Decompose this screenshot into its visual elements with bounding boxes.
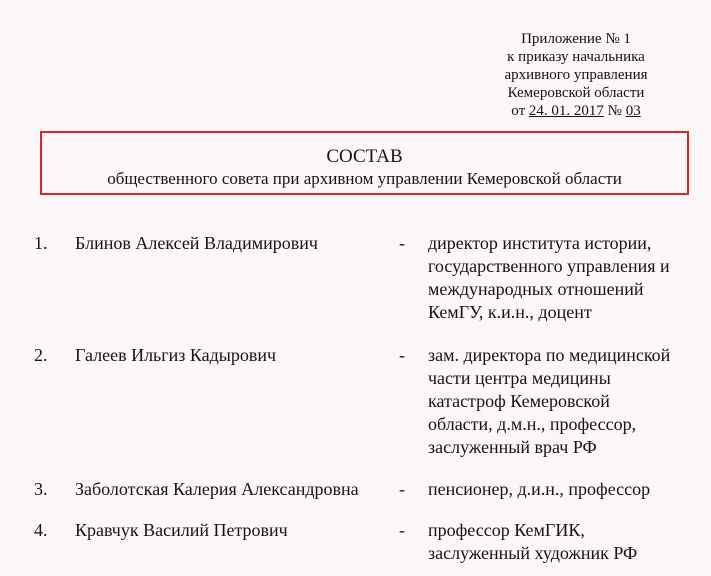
member-description — [428, 519, 711, 565]
description-line: заслуженный врач РФ — [428, 437, 597, 457]
member-name: Блинов Алексей Владимирович — [75, 233, 318, 253]
title-highlight-box — [40, 131, 689, 195]
appendix-title: Приложение № 1 — [521, 31, 631, 47]
description-line: международных отношений — [428, 279, 644, 299]
description-line: области, д.м.н., профессор, — [428, 414, 637, 434]
appendix-order-line: к приказу начальника — [507, 49, 645, 65]
description-line: государственного управления и — [428, 256, 670, 276]
appendix-header — [476, 30, 676, 120]
description-line: катастроф Кемеровской — [428, 391, 610, 411]
appendix-department-line: архивного управления — [504, 67, 648, 83]
appendix-region-line: Кемеровской области — [507, 85, 645, 101]
description-line: зам. директора по медицинской — [428, 345, 671, 365]
order-number: 03 — [625, 103, 641, 119]
document-title: СОСТАВ — [326, 146, 403, 167]
member-dash: - — [399, 479, 405, 499]
member-description — [428, 232, 711, 324]
member-number: 1. — [34, 233, 48, 253]
description-line: пенсионер, д.и.н., профессор — [428, 479, 651, 499]
description-line: КемГУ, к.и.н., доцент — [428, 302, 592, 322]
member-number: 2. — [34, 345, 48, 365]
member-dash: - — [399, 345, 405, 365]
member-description — [428, 344, 711, 459]
order-date: 24. 01. 2017 — [528, 103, 604, 119]
member-dash: - — [399, 233, 405, 253]
member-name: Галеев Ильгиз Кадырович — [75, 345, 277, 365]
description-line: части центра медицины — [428, 368, 611, 388]
member-name: Заболотская Калерия Александровна — [75, 479, 359, 499]
description-line: заслуженный художник РФ — [428, 543, 638, 563]
member-number: 4. — [34, 520, 48, 540]
description-line: профессор КемГИК, — [428, 520, 585, 540]
number-sign: № — [603, 103, 626, 119]
member-description — [428, 478, 711, 501]
appendix-date-line — [476, 102, 676, 120]
member-dash: - — [399, 520, 405, 540]
date-prefix: от — [511, 103, 529, 119]
description-line: директор института истории, — [428, 233, 652, 253]
member-name: Кравчук Василий Петрович — [75, 520, 288, 540]
member-number: 3. — [34, 479, 48, 499]
document-subtitle: общественного совета при архивном управлении Кемеровской области — [107, 169, 622, 188]
